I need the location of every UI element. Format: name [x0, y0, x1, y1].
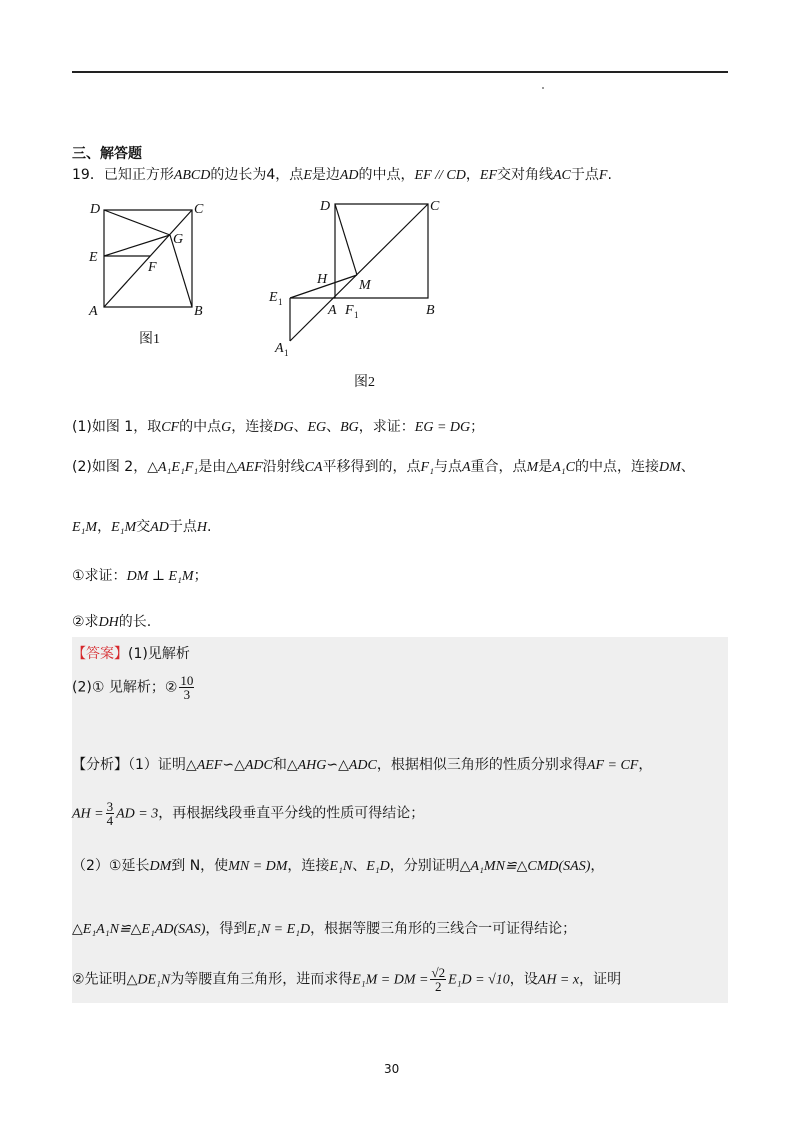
analysis-line-2: AH = $\frac{3}{4}$ AD = 3，再根据线段垂直平分线的性质可得结论； — [72, 799, 425, 828]
answer-line-2: (2)① 见解析；② $\frac{10}{3}$ — [72, 673, 194, 702]
answer-tag: 【答案】 — [72, 646, 128, 662]
problem-statement: 19．已知正方形ABCD的边长为4，点E是边AD的中点，EF // CD，EF交对角线AC于点F. — [72, 167, 612, 183]
segment-dg — [104, 210, 170, 235]
label-F: F — [148, 260, 157, 275]
label-G: G — [173, 232, 184, 247]
figure-2-caption: 图2 — [354, 375, 375, 390]
label-H: H — [317, 272, 328, 287]
analysis-line-4: △E₁A₁N≌△E₁AD(SAS)，得到E₁N = E₁D，根据等腰三角形的三线合一可证得结论； — [72, 921, 577, 937]
label-A1: A — [275, 341, 284, 356]
question-2-line-1: (2)如图 2，△A₁E₁F₁是由△AEF沿射线CA平移得到的，点F₁与点A重合，点M是A₁C的中点，连接DM、 — [72, 459, 695, 475]
question-2b: ②求DH的长. — [72, 614, 152, 630]
analysis-fraction-sqrt2-2: $\frac{√2}{2}$ — [431, 965, 446, 994]
answer-fraction: $\frac{10}{3}$ — [180, 673, 194, 702]
label-A: A — [89, 304, 98, 319]
label-E1-sub: 1 — [278, 297, 283, 307]
figure-2 — [262, 195, 462, 395]
label-E1: E — [269, 290, 278, 305]
figure-1 — [80, 195, 220, 355]
answer-line-1: 【答案】(1)见解析 — [72, 646, 190, 662]
diagonal-ac — [104, 210, 192, 307]
section-title: 三、解答题 — [72, 146, 142, 162]
label-E: E — [89, 250, 98, 265]
header-dot — [542, 87, 544, 89]
label-A: A — [328, 303, 337, 318]
label-B: B — [426, 303, 435, 318]
diagonal-a1c — [290, 204, 428, 341]
segment-dm — [335, 204, 357, 275]
label-C: C — [430, 199, 440, 214]
figure-1-caption: 图1 — [139, 332, 160, 347]
question-2-line-2: E₁M，E₁M交AD于点H. — [72, 519, 212, 535]
page-number: 30 — [384, 1062, 400, 1076]
analysis-line-5: ②先证明△DE₁N为等腰直角三角形，进而求得E₁M = DM = $\frac{√2}{2}$ E₁D = √10，设AH = x，证明 — [72, 965, 622, 994]
question-2a: ①求证：DM ⊥ E₁M； — [72, 568, 208, 584]
label-F1: F — [345, 303, 354, 318]
analysis-line-1: 【分析】（1）证明△AEF∽△ADC和△AHG∽△ADC，根据相似三角形的性质分别求得AF = CF， — [72, 757, 653, 773]
label-C: C — [194, 202, 204, 217]
label-M: M — [359, 278, 371, 293]
label-D: D — [90, 202, 101, 217]
label-F1-sub: 1 — [354, 310, 359, 320]
label-D: D — [320, 199, 331, 214]
header-rule — [72, 71, 728, 73]
label-A1-sub: 1 — [284, 348, 289, 358]
analysis-fraction-3-4: $\frac{3}{4}$ — [106, 799, 114, 828]
analysis-line-3: （2）①延长DM到 N，使MN = DM，连接E₁N、E₁D，分别证明△A₁MN≌△CMD(SAS)， — [72, 858, 605, 874]
question-1: (1)如图 1，取CF的中点G，连接DG、EG、BG，求证：EG = DG； — [72, 419, 485, 435]
label-B: B — [194, 304, 203, 319]
